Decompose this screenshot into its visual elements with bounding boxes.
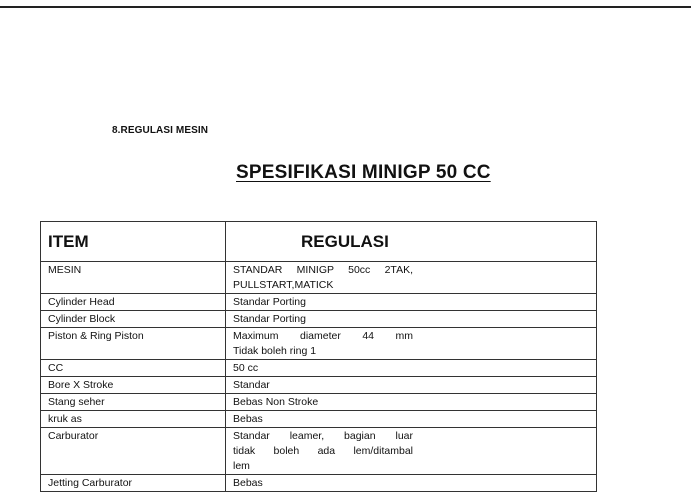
regulasi-cell (226, 394, 597, 411)
item-cell: kruk as (41, 411, 226, 428)
regulasi-cell (226, 262, 597, 294)
regulasi-line: Standar (233, 379, 270, 391)
regulasi-cell (226, 311, 597, 328)
item-cell: Piston & Ring Piston (41, 328, 226, 360)
table-row (41, 377, 597, 394)
table-row (41, 294, 597, 311)
table-row (41, 475, 597, 492)
regulasi-line: Maximum diameter 44 mm (233, 330, 413, 342)
table-row (41, 311, 597, 328)
header-regulasi: REGULASI (226, 222, 597, 262)
spec-table-body (41, 262, 597, 492)
regulasi-cell (226, 328, 597, 360)
regulasi-line: Standar leamer, bagian luar (233, 430, 413, 442)
table-row (41, 411, 597, 428)
regulasi-cell (226, 294, 597, 311)
regulasi-line: tidak boleh ada lem/ditambal (233, 445, 413, 457)
top-border-line (0, 6, 691, 8)
table-row (41, 428, 597, 475)
table-row (41, 328, 597, 360)
item-cell: Cylinder Head (41, 294, 226, 311)
item-cell: Cylinder Block (41, 311, 226, 328)
table-row (41, 360, 597, 377)
regulasi-line: Tidak boleh ring 1 (233, 345, 317, 357)
item-cell: Bore X Stroke (41, 377, 226, 394)
regulasi-line: STANDAR MINIGP 50cc 2TAK, (233, 264, 413, 276)
spec-table (40, 221, 597, 492)
regulasi-line: Bebas Non Stroke (233, 396, 319, 408)
regulasi-line: 50 cc (233, 362, 259, 374)
regulasi-line: Standar Porting (233, 296, 306, 308)
table-header-row (41, 222, 597, 262)
regulasi-line: lem (233, 460, 250, 472)
regulasi-cell (226, 377, 597, 394)
regulasi-line: PULLSTART,MATICK (233, 279, 334, 291)
item-cell: Carburator (41, 428, 226, 475)
regulasi-cell (226, 475, 597, 492)
item-cell: CC (41, 360, 226, 377)
regulasi-line: Bebas (233, 413, 263, 425)
table-row (41, 262, 597, 294)
section-heading: 8.REGULASI MESIN (112, 125, 209, 136)
item-cell: MESIN (41, 262, 226, 294)
item-cell: Stang seher (41, 394, 226, 411)
regulasi-line: Standar Porting (233, 313, 306, 325)
regulasi-cell (226, 411, 597, 428)
regulasi-cell (226, 360, 597, 377)
document-title: SPESIFIKASI MINIGP 50 CC (236, 162, 491, 183)
table-row (41, 394, 597, 411)
regulasi-cell (226, 428, 597, 475)
header-item: ITEM (41, 222, 226, 262)
item-cell: Jetting Carburator (41, 475, 226, 492)
regulasi-line: Bebas (233, 477, 263, 489)
